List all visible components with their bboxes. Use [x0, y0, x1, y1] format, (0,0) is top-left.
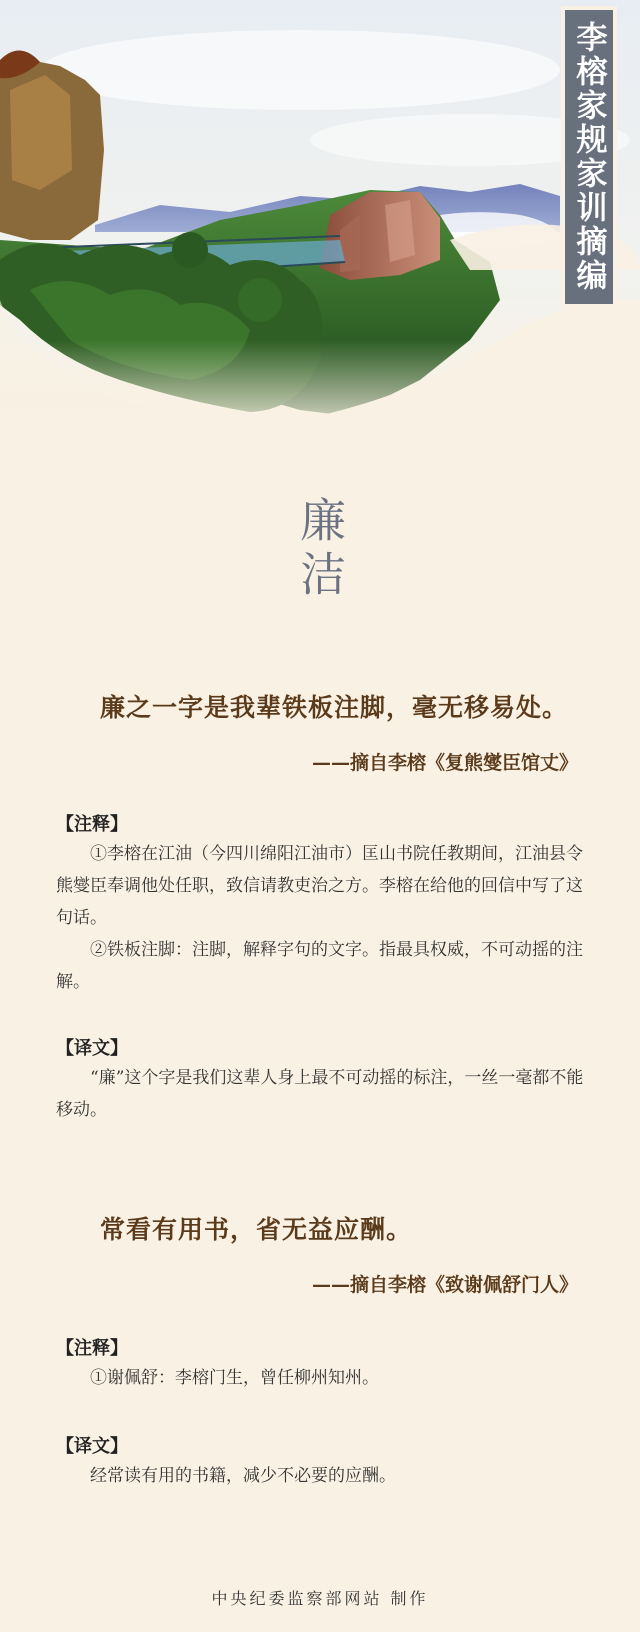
section-2-note-1: ①谢佩舒：李榕门生，曾任柳州知州。 — [90, 1368, 379, 1388]
section-2-notes-heading: 【注释】 — [56, 1338, 128, 1359]
section-2-quote: 常看有用书，省无益应酬。 — [100, 1215, 413, 1244]
section-1-note-2: ②铁板注脚：注脚，解释字句的文字。指最具权威，不可动摇的注解。 — [56, 940, 583, 992]
hero-landscape-image — [0, 0, 640, 440]
footer-credit: 中央纪委监察部网站 制作 — [211, 1589, 429, 1608]
section-1-translation: “廉”这个字是我们这辈人身上最不可动摇的标注，一丝一毫都不能移动。 — [56, 1068, 584, 1120]
section-1-translation-heading: 【译文】 — [56, 1038, 128, 1059]
vertical-title-box — [561, 6, 617, 308]
section-1-notes-heading: 【注释】 — [56, 814, 128, 835]
vertical-title: 李榕家规家训摘编 — [570, 21, 607, 293]
section-2-translation: 经常读有用的书籍，减少不必要的应酬。 — [90, 1466, 396, 1486]
section-1-source: ——摘自李榕《复熊燮臣馆丈》 — [311, 752, 578, 774]
section-1-note-1: ①李榕在江油（今四川绵阳江油市）匡山书院任教期间，江油县令熊燮臣奉调他处任职，致信请教吏治之方。李榕在给他的回信中写了这句话。 — [56, 844, 583, 928]
section-2-translation-heading: 【译文】 — [56, 1436, 128, 1457]
section-2-source: ——摘自李榕《致谢佩舒门人》 — [311, 1274, 578, 1296]
vertical-title-frame — [565, 10, 613, 304]
section-1-quote: 廉之一字是我辈铁板注脚，毫无移易处。 — [100, 693, 569, 722]
theme-title: 廉洁 — [293, 496, 347, 604]
